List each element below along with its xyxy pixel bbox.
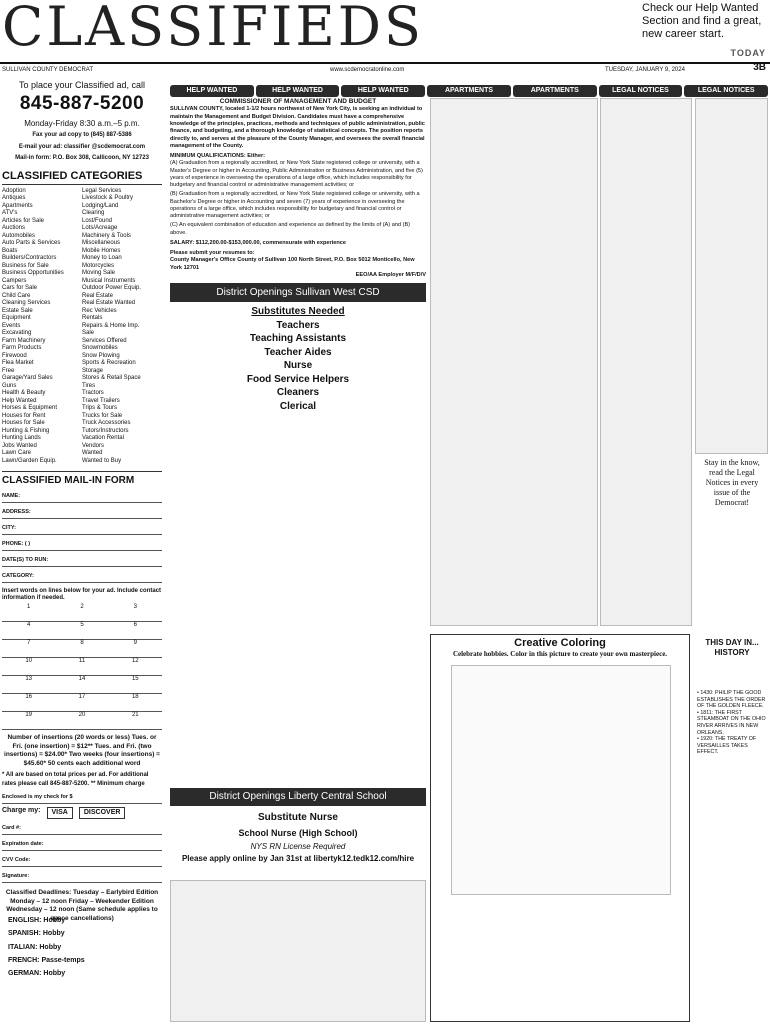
section-title: CLASSIFIEDS: [2, 0, 425, 58]
category-item[interactable]: Trips & Tours: [82, 405, 118, 412]
category-item[interactable]: Houses for Sale: [2, 420, 45, 427]
job-address: County Manager's Office County of Sullivan 100 North Street, P.O. Box 5012 Monticello, New York 12701: [170, 257, 415, 271]
word-slot[interactable]: 9: [109, 640, 162, 658]
job-eeo: EEO/AA Employer M/F/D/V: [355, 272, 426, 279]
category-item[interactable]: Rec Vehicles: [82, 307, 117, 314]
category-item[interactable]: Sale: [82, 330, 95, 337]
word-slot[interactable]: 11: [55, 658, 108, 676]
substitute-role: Teaching Assistants: [249, 333, 347, 345]
page-number: 3B: [753, 62, 766, 73]
history-item: • 1811: THE FIRST STEAMBOAT ON THE OHIO RIVER ARRIVES IN NEW ORLEANS.: [697, 709, 766, 736]
category-item[interactable]: Excavating: [2, 330, 32, 337]
job-min-quals: MINIMUM QUALIFICATIONS: Either:: [170, 153, 265, 160]
category-item[interactable]: Money to Loan: [82, 255, 122, 262]
deadlines: Classified Deadlines: Tuesday – Earlybird Edition Monday – 12 noon Friday – Weekender Edition Wednesday – 12 noon (Same schedule applies to space cancellations): [5, 889, 159, 922]
category-item[interactable]: Mobile Homes: [82, 247, 121, 254]
category-item[interactable]: Equipment: [2, 315, 31, 322]
category-item[interactable]: Motorcycles: [82, 262, 115, 269]
category-item[interactable]: Musical Instruments: [82, 277, 136, 284]
substitute-role: Food Service Helpers: [246, 373, 350, 385]
substitute-role: Teacher Aides: [264, 346, 332, 358]
place-ad-label: To place your Classified ad, call: [18, 80, 146, 90]
category-item[interactable]: Repairs & Home Imp.: [82, 322, 140, 329]
word-slot[interactable]: 12: [109, 658, 162, 676]
word-slot[interactable]: 21: [109, 712, 162, 730]
category-item[interactable]: Real Estate: [82, 292, 114, 299]
word-slot[interactable]: 1: [2, 604, 55, 622]
category-item[interactable]: Free: [2, 367, 15, 374]
category-item[interactable]: Garage/Yard Sales: [2, 375, 53, 382]
coloring-activity: [430, 634, 690, 1022]
phone-number[interactable]: 845-887-5200: [19, 92, 145, 114]
category-item[interactable]: Jobs Wanted: [2, 442, 37, 449]
category-item[interactable]: Automobiles: [2, 232, 36, 239]
language-line: FRENCH: Passe-temps: [8, 956, 85, 964]
form-field[interactable]: PHONE: ( ): [2, 541, 162, 551]
category-item[interactable]: Tractors: [82, 390, 104, 397]
category-item[interactable]: Campers: [2, 277, 27, 284]
word-slot[interactable]: 13: [2, 676, 55, 694]
category-item[interactable]: Child Care: [2, 292, 31, 299]
bottom-ads: [170, 880, 426, 1022]
category-item[interactable]: Adoption: [2, 187, 26, 194]
category-item[interactable]: Firewood: [2, 352, 27, 359]
word-slot[interactable]: 10: [2, 658, 55, 676]
category-item[interactable]: Real Estate Wanted: [82, 300, 136, 307]
category-item[interactable]: Wanted to Buy: [82, 457, 122, 464]
section-tab[interactable]: HELP WANTED: [256, 85, 340, 97]
category-item[interactable]: Miscellaneous: [82, 240, 121, 247]
office-hours: Monday-Friday 8:30 a.m.–5 p.m.: [24, 118, 140, 128]
category-item[interactable]: Apartments: [2, 202, 33, 209]
job-qual-b: (B) Graduation from a regionally accredited, or New York State registered college or university, with a Bachelor's Degree or higher in Accounting and seven (7) years of experience in overseeing the operations of a large office, which includes responsibility for budgetary and financial control or administrative management activities; or: [170, 191, 420, 220]
job-qual-c: (C) An equivalent combination of education and experience as defined by the limits of (A) and (B) above.: [170, 222, 411, 236]
form-fields: [2, 493, 162, 583]
category-item[interactable]: Hunting Lands: [2, 435, 41, 442]
language-list: [8, 914, 85, 980]
rate-table: Number of insertions (20 words or less) Tues. or Fri. (one insertion) = $12** Tues. and Fri. (two insertions) = $24.00* Two weeks (four insertions) = $45.60* 50 cents each additional word: [4, 734, 160, 767]
apartments-column: [430, 98, 598, 626]
card-number-field[interactable]: Card #:: [2, 825, 162, 835]
discover-option[interactable]: DISCOVER: [79, 807, 126, 819]
language-line: SPANISH: Hobby: [8, 930, 65, 938]
category-item[interactable]: Builders/Contractors: [2, 255, 57, 262]
category-item[interactable]: Storage: [82, 367, 104, 374]
category-item[interactable]: ATV's: [2, 210, 18, 217]
category-item[interactable]: Snowmobiles: [82, 345, 118, 352]
category-item[interactable]: Moving Sale: [82, 270, 116, 277]
job-intro: SULLIVAN COUNTY, located 1-1/2 hours northwest of New York City, is seeking an individual to maintain the Management and Budget Division. Candidates must have a comprehensive knowledge of the principles, practices, methods and techniques of public administration, public finance, and budgeting, and a thorough knowledge of statistical concepts. The position reports directly to, and serves at the pleasure of the County Manager, and oversees the overall financial management of the County.: [170, 106, 425, 149]
history-item: • 1920: THE TREATY OF VERSAILLES TAKES EFFECT.: [697, 736, 757, 756]
category-item[interactable]: Business Opportunities: [2, 270, 64, 277]
word-slot[interactable]: 2: [55, 604, 108, 622]
category-item[interactable]: Lots/Acreage: [82, 225, 118, 232]
category-item[interactable]: Health & Beauty: [2, 390, 46, 397]
language-line: ENGLISH: Hobby: [8, 917, 66, 924]
category-item[interactable]: Lawn Care: [2, 450, 32, 457]
category-item[interactable]: Sports & Recreation: [82, 360, 136, 367]
form-field[interactable]: DATE(S) TO RUN:: [2, 557, 162, 567]
section-tab[interactable]: LEGAL NOTICES: [599, 85, 683, 97]
category-item[interactable]: Vendors: [82, 442, 105, 449]
category-item[interactable]: Auto Parts & Services: [2, 240, 61, 247]
category-item[interactable]: Estate Sale: [2, 307, 33, 314]
liberty-banner: District Openings Liberty Central School: [170, 788, 426, 806]
category-item[interactable]: Cleaning Services: [2, 300, 51, 307]
category-item[interactable]: Guns: [2, 382, 17, 389]
activity-subtitle: Celebrate hobbies. Color in this picture to create your own masterpiece.: [452, 650, 668, 659]
category-item[interactable]: Hunting & Fishing: [2, 427, 50, 434]
category-item[interactable]: Services Offered: [82, 337, 127, 344]
visa-option[interactable]: VISA: [47, 807, 73, 819]
site-link[interactable]: www.scdemocratonline.com: [330, 67, 405, 73]
form-field[interactable]: CITY:: [2, 525, 162, 535]
activity-title: Creative Coloring: [514, 637, 606, 649]
category-item[interactable]: Horses & Equipment: [2, 405, 58, 412]
district-banner: District Openings Sullivan West CSD: [170, 283, 426, 302]
email-line: E-mail your ad: classifier @scdemocrat.com: [18, 143, 146, 150]
job-title: COMMISSIONER OF MANAGEMENT AND BUDGET: [219, 98, 377, 105]
category-item[interactable]: Truck Accessories: [82, 420, 131, 427]
category-item[interactable]: Stores & Retail Space: [82, 375, 141, 382]
category-item[interactable]: Trucks for Sale: [82, 412, 123, 419]
category-item[interactable]: Livestock & Poultry: [82, 195, 134, 202]
form-field[interactable]: ADDRESS:: [2, 509, 162, 519]
category-item[interactable]: Articles for Sale: [2, 217, 45, 224]
word-slots: [2, 604, 162, 730]
categories-heading: CLASSIFIED CATEGORIES: [2, 170, 162, 184]
subs-heading: Substitutes Needed: [251, 306, 345, 318]
tax-note: * All are based on total prices per ad. For additional rates please call 845-887-5200. ** Minimum charge: [2, 772, 149, 787]
category-item[interactable]: Travel Trailers: [82, 397, 120, 404]
cvv-field[interactable]: CVV Code:: [2, 857, 162, 867]
category-item[interactable]: Antiques: [2, 195, 26, 202]
word-slot[interactable]: 3: [109, 604, 162, 622]
language-line: ITALIAN: Hobby: [8, 943, 62, 951]
category-item[interactable]: Tires: [82, 382, 96, 389]
category-item[interactable]: Flea Market: [2, 360, 34, 367]
substitute-role: Nurse: [283, 360, 313, 372]
legal-notices-column: [600, 98, 692, 626]
category-item[interactable]: Clearing: [82, 210, 105, 217]
liberty-role-a: Substitute Nurse: [257, 812, 338, 823]
category-item[interactable]: Farm Products: [2, 345, 42, 352]
category-item[interactable]: Wanted: [82, 450, 103, 457]
word-slot[interactable]: 4: [2, 622, 55, 640]
signature-field[interactable]: Signature:: [2, 873, 162, 883]
category-item[interactable]: Events: [2, 322, 21, 329]
section-tab[interactable]: LEGAL NOTICES: [684, 85, 768, 97]
section-tab[interactable]: APARTMENTS: [513, 85, 597, 97]
word-slot[interactable]: 6: [109, 622, 162, 640]
issue-date: TUESDAY, JANUARY 9, 2024: [605, 67, 685, 73]
liberty-apply[interactable]: Please apply online by Jan 31st at libertyk12.tedk12.com/hire: [181, 854, 415, 864]
category-item[interactable]: Lawn/Garden Equip.: [2, 457, 57, 464]
word-slot[interactable]: 5: [55, 622, 108, 640]
substitute-role: Cleaners: [276, 387, 320, 399]
word-slot[interactable]: 17: [55, 694, 108, 712]
substitute-role: Teachers: [276, 319, 320, 331]
history-list: [697, 690, 767, 756]
category-item[interactable]: Auctions: [2, 225, 26, 232]
mail-line: Mail-in form: P.O. Box 308, Callicoon, NY 12723: [15, 154, 149, 161]
legal-notices-column-2: [695, 98, 768, 454]
word-slot[interactable]: 15: [109, 676, 162, 694]
category-item[interactable]: Rentals: [82, 315, 103, 322]
history-heading: THIS DAY IN... HISTORY: [705, 638, 759, 657]
category-item[interactable]: Vacation Rental: [82, 435, 124, 442]
fax-line: Fax your ad copy to (845) 887-5386: [32, 132, 132, 139]
category-item[interactable]: Legal Services: [82, 187, 122, 194]
masthead: [0, 0, 770, 66]
help-wanted-column: [170, 98, 426, 413]
category-item[interactable]: Lost/Found: [82, 217, 113, 224]
section-tab[interactable]: HELP WANTED: [170, 85, 254, 97]
today-label: TODAY: [730, 48, 766, 58]
category-item[interactable]: Tutors/Instructors: [82, 427, 129, 434]
promo-text: Check our Help Wanted Section and find a great, new career start.: [642, 2, 762, 40]
category-item[interactable]: Business for Sale: [2, 262, 49, 269]
coloring-picture: [451, 665, 671, 895]
job-qual-a: (A) Graduation from a regionally accredited, or New York State registered college or university, with a Master's Degree or higher in Accounting, Public Administration or Business Administration, and five (5) years of experience in overseeing the operations of a large office, which includes responsibility for budgetary and financial control or administrative management activities; or: [170, 160, 423, 189]
category-item[interactable]: Lodging/Land: [82, 202, 119, 209]
section-tabs: [170, 85, 768, 97]
folio-bar: [0, 62, 770, 76]
job-submit: Please submit your resumes to:: [170, 250, 255, 257]
category-item[interactable]: Boats: [2, 247, 18, 254]
word-slot[interactable]: 7: [2, 640, 55, 658]
word-slot[interactable]: 19: [2, 712, 55, 730]
language-line: GERMAN: Hobby: [8, 970, 66, 978]
word-slot[interactable]: 14: [55, 676, 108, 694]
liberty-role-b: School Nurse (High School): [238, 828, 358, 838]
liberty-license: NYS RN License Required: [250, 841, 346, 851]
section-tab[interactable]: APARTMENTS: [427, 85, 511, 97]
category-item[interactable]: Farm Machinery: [2, 337, 46, 344]
word-slot[interactable]: 16: [2, 694, 55, 712]
categories-list: [2, 188, 162, 466]
substitute-role: Clerical: [279, 400, 317, 412]
job-salary: SALARY: $112,200.00-$153,000.00, commensurate with experience: [170, 239, 346, 246]
order-column: [2, 80, 162, 923]
liberty-ad: [170, 784, 426, 864]
category-item[interactable]: Houses for Rent: [2, 412, 46, 419]
category-item[interactable]: Help Wanted: [2, 397, 37, 404]
expiration-field[interactable]: Expiration date:: [2, 841, 162, 851]
category-item[interactable]: Cars for Sale: [2, 285, 38, 292]
legal-notice-promo: Stay in the know, read the Legal Notices in every issue of the Democrat!: [704, 458, 760, 507]
subs-list: [170, 319, 426, 414]
form-heading: CLASSIFIED MAIL-IN FORM: [2, 471, 162, 487]
word-slot[interactable]: 20: [55, 712, 108, 730]
charge-label: Charge my:: [2, 806, 41, 814]
category-item[interactable]: Snow Plowing: [82, 352, 120, 359]
history-item: • 1430: PHILIP THE GOOD ESTABLISHES THE ORDER OF THE GOLDEN FLEECE.: [697, 690, 766, 710]
word-slot[interactable]: 8: [55, 640, 108, 658]
category-item[interactable]: Machinery & Tools: [82, 232, 131, 239]
paper-name: SULLIVAN COUNTY DEMOCRAT: [2, 67, 94, 73]
form-field[interactable]: NAME:: [2, 493, 162, 503]
category-item[interactable]: Outdoor Power Equip.: [82, 285, 142, 292]
check-field[interactable]: Enclosed is my check for $: [2, 794, 162, 804]
word-slot[interactable]: 18: [109, 694, 162, 712]
form-instructions: Insert words on lines below for your ad. Include contact information if needed.: [2, 588, 162, 602]
section-tab[interactable]: HELP WANTED: [341, 85, 425, 97]
form-field[interactable]: CATEGORY:: [2, 573, 162, 583]
